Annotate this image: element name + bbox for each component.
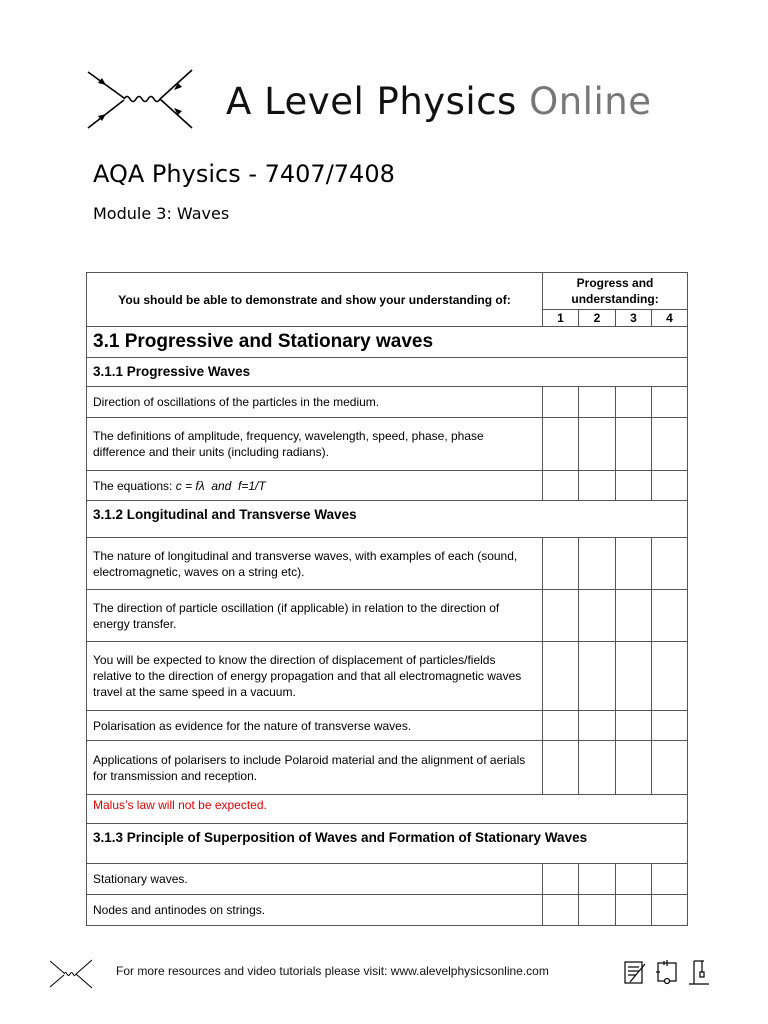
table-row <box>87 895 688 926</box>
progress-box-4[interactable] <box>652 471 688 501</box>
progress-checklist-table <box>86 272 688 926</box>
site-header <box>84 66 694 136</box>
section-title: 3.1 Progressive and Stationary waves <box>87 327 688 358</box>
progress-box-3[interactable] <box>616 711 652 741</box>
document-subtitle: Module 3: Waves <box>93 204 230 223</box>
progress-box-1[interactable] <box>543 387 579 418</box>
level-4-header: 4 <box>652 310 688 327</box>
progress-box-4[interactable] <box>652 538 688 590</box>
item-text: The equations: c = fλ and f=1/T <box>87 471 543 501</box>
item-text: Applications of polarisers to include Polaroid material and the alignment of aerials for transmission and reception. <box>87 741 543 795</box>
progress-box-1[interactable] <box>543 895 579 926</box>
progress-box-3[interactable] <box>616 590 652 642</box>
malus-law-note: Malus’s law will not be expected. <box>87 795 688 824</box>
note-row <box>87 795 688 824</box>
progress-box-3[interactable] <box>616 387 652 418</box>
level-1-header: 1 <box>543 310 579 327</box>
feynman-diagram-icon <box>84 66 196 132</box>
progress-box-2[interactable] <box>579 741 616 795</box>
subsection-row <box>87 358 688 387</box>
subsection-title: 3.1.1 Progressive Waves <box>87 358 688 387</box>
progress-box-1[interactable] <box>543 711 579 741</box>
level-3-header: 3 <box>616 310 652 327</box>
item-text: The nature of longitudinal and transverse waves, with examples of each (sound, electromagnetic, waves on a string etc). <box>87 538 543 590</box>
progress-box-1[interactable] <box>543 538 579 590</box>
progress-box-2[interactable] <box>579 590 616 642</box>
table-row <box>87 741 688 795</box>
progress-box-4[interactable] <box>652 387 688 418</box>
item-text: The direction of particle oscillation (if applicable) in relation to the direction of energy transfer. <box>87 590 543 642</box>
item-text: Polarisation as evidence for the nature of transverse waves. <box>87 711 543 741</box>
progress-box-4[interactable] <box>652 895 688 926</box>
table-row <box>87 590 688 642</box>
progress-box-2[interactable] <box>579 471 616 501</box>
table-row <box>87 387 688 418</box>
item-text: The definitions of amplitude, frequency, wavelength, speed, phase, phase difference and their units (including radians). <box>87 418 543 471</box>
progress-header: Progress and understanding: <box>543 273 688 310</box>
table-header-row <box>87 273 688 310</box>
footer-icons <box>622 958 714 986</box>
progress-box-2[interactable] <box>579 895 616 926</box>
level-2-header: 2 <box>579 310 616 327</box>
subsection-row <box>87 824 688 864</box>
notebook-icon <box>622 958 648 986</box>
subsection-row <box>87 501 688 538</box>
item-text: You will be expected to know the direction of displacement of particles/fields relative to the direction of energy propagation and that all electromagnetic waves travel at the same speed in a vacuum. <box>87 642 543 711</box>
progress-box-4[interactable] <box>652 864 688 895</box>
brand-suffix: Online <box>529 80 652 123</box>
progress-box-1[interactable] <box>543 741 579 795</box>
table-header-text: You should be able to demonstrate and show your understanding of: <box>87 273 543 327</box>
brand-name: A Level Physics <box>226 80 517 123</box>
circuit-icon <box>654 958 680 986</box>
section-row <box>87 327 688 358</box>
item-text: Direction of oscillations of the particles in the medium. <box>87 387 543 418</box>
progress-box-3[interactable] <box>616 538 652 590</box>
progress-box-2[interactable] <box>579 642 616 711</box>
table-row <box>87 864 688 895</box>
progress-box-4[interactable] <box>652 418 688 471</box>
progress-box-4[interactable] <box>652 711 688 741</box>
progress-box-1[interactable] <box>543 642 579 711</box>
progress-box-1[interactable] <box>543 864 579 895</box>
progress-box-2[interactable] <box>579 418 616 471</box>
progress-box-4[interactable] <box>652 741 688 795</box>
progress-box-2[interactable] <box>579 538 616 590</box>
item-text: Stationary waves. <box>87 864 543 895</box>
progress-box-3[interactable] <box>616 895 652 926</box>
table-row <box>87 471 688 501</box>
progress-box-3[interactable] <box>616 418 652 471</box>
progress-box-2[interactable] <box>579 387 616 418</box>
table-row <box>87 642 688 711</box>
pendulum-icon <box>686 958 712 986</box>
document-title: AQA Physics - 7407/7408 <box>93 160 395 188</box>
progress-box-1[interactable] <box>543 418 579 471</box>
brand-title <box>226 80 651 123</box>
feynman-diagram-icon <box>48 958 94 990</box>
table-row <box>87 538 688 590</box>
progress-box-3[interactable] <box>616 864 652 895</box>
table-row <box>87 418 688 471</box>
progress-box-4[interactable] <box>652 590 688 642</box>
footer-text: For more resources and video tutorials please visit: www.alevelphysicsonline.com <box>116 964 549 978</box>
subsection-title: 3.1.3 Principle of Superposition of Waves and Formation of Stationary Waves <box>87 824 688 864</box>
table-row <box>87 711 688 741</box>
subsection-title: 3.1.2 Longitudinal and Transverse Waves <box>87 501 688 538</box>
progress-box-1[interactable] <box>543 471 579 501</box>
progress-box-2[interactable] <box>579 711 616 741</box>
progress-box-4[interactable] <box>652 642 688 711</box>
progress-box-3[interactable] <box>616 741 652 795</box>
progress-box-3[interactable] <box>616 642 652 711</box>
progress-box-2[interactable] <box>579 864 616 895</box>
progress-box-3[interactable] <box>616 471 652 501</box>
progress-box-1[interactable] <box>543 590 579 642</box>
item-text: Nodes and antinodes on strings. <box>87 895 543 926</box>
